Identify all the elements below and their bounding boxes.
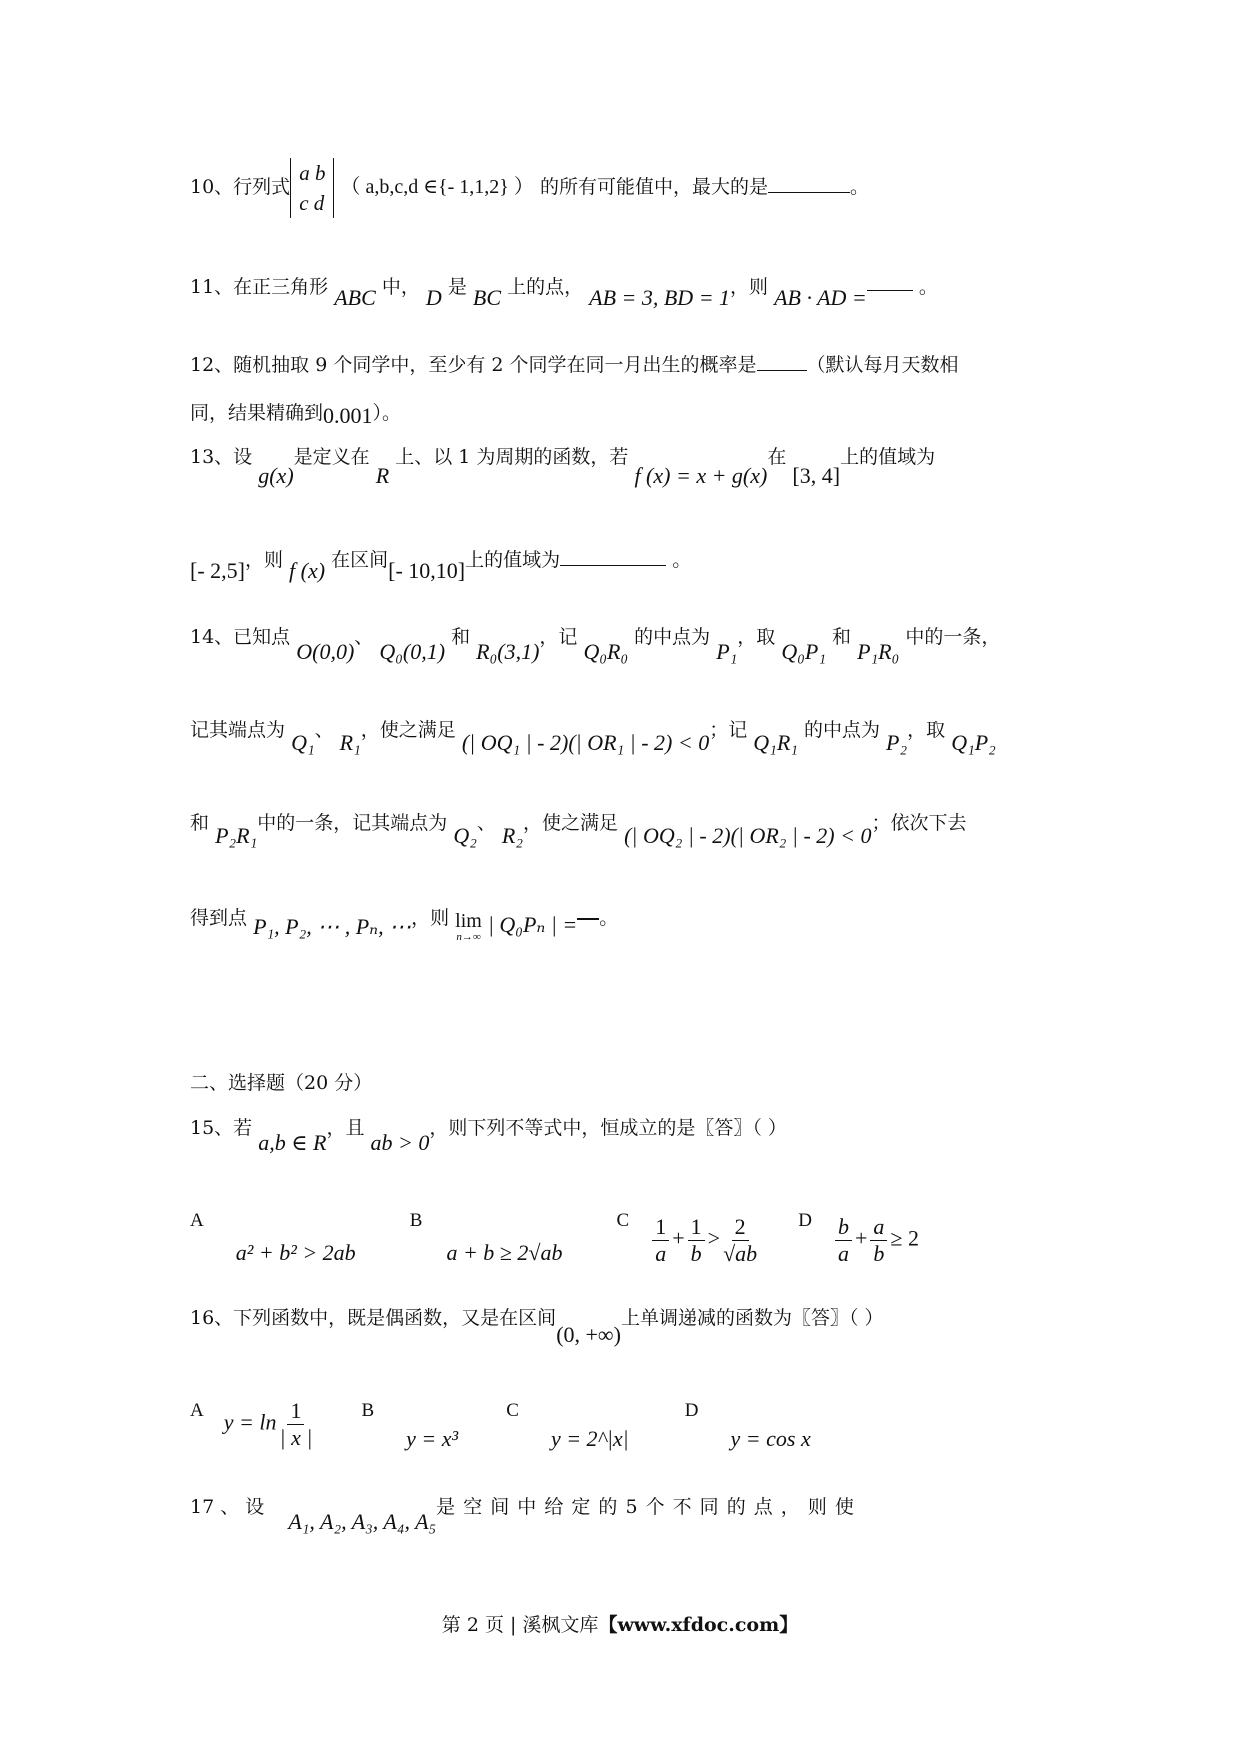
q13-r: R [375, 463, 390, 488]
q13-t3: 在 [767, 446, 787, 468]
q14-point-r0: R₀(3,1) [476, 639, 540, 664]
q14-segment-q1r1: Q₁R₁ [753, 730, 798, 755]
question-13-line-1 [190, 442, 936, 488]
q13-t7: 上的值域为 [465, 549, 561, 571]
q13-range: [- 2,5] [190, 558, 245, 583]
footer-brand-link[interactable]: 【www.xfdoc.com】 [598, 1614, 799, 1636]
q14-p1: P₁ [716, 639, 738, 664]
q14-ineq1: (| OQ₁ | - 2)(| OR₁ | - 2) < 0 [461, 730, 710, 755]
q14-l2c: ；记 [709, 719, 748, 741]
q14-l4a: 得到点 [190, 907, 248, 929]
q14-t4: 中的一条， [905, 626, 1001, 648]
q16-option-d-label[interactable]: D [684, 1400, 699, 1421]
q16-option-d[interactable]: y = cos x [730, 1425, 811, 1451]
q16-option-c-label[interactable]: C [506, 1400, 519, 1421]
q15-prefix: 15、若 [190, 1117, 253, 1139]
question-16 [190, 1303, 884, 1347]
q14-r2: R₂ [501, 823, 524, 848]
q13-t2: 上、以 1 为周期的函数，若 [395, 446, 629, 468]
q15-d-frac2 [870, 1214, 887, 1267]
q15-option-c[interactable]: $\frac{1}{a}$ + $\frac{1}{b}$ > $\frac{2}{√ab}$ [649, 1214, 760, 1267]
q14-sep2: 、 [314, 719, 334, 741]
q14-segment-p2r1: P₂R₁ [215, 823, 258, 848]
q13-f: f (x) = x + g(x) [634, 463, 768, 488]
q16-interval: (0, +∞) [556, 1322, 621, 1347]
q14-limit-expression: | Q₀Pₙ | = [487, 912, 578, 937]
q14-l2b: ，使之满足 [360, 719, 456, 741]
question-12-line-2 [190, 398, 402, 428]
q13-answer-blank[interactable] [560, 565, 666, 566]
q15-d-d2: b [873, 1241, 885, 1266]
q14-r1: R₁ [339, 730, 361, 755]
q14-segment-p1r0: P₁R₀ [857, 639, 900, 664]
q15-t1: ，且 [326, 1117, 365, 1139]
q14-l2a: 记其端点为 [190, 719, 286, 741]
q15-c-n2: 1 [688, 1214, 705, 1241]
q15-option-d-label[interactable]: D [798, 1210, 812, 1231]
q14-segment-q1p2: Q₁P₂ [951, 730, 996, 755]
q15-c-frac2 [688, 1214, 705, 1267]
q15-d-rest: ≥ 2 [890, 1225, 919, 1251]
q13-t4: 上的值域为 [840, 446, 936, 468]
q16-a-num: 1 [287, 1398, 304, 1425]
q15-option-d[interactable]: $\frac{b}{a}$ + $\frac{a}{b}$ ≥ 2 [832, 1214, 919, 1267]
q16-t1: 上单调递减的函数为〖答〗（ ） [620, 1307, 884, 1329]
q13-t6: 在区间 [331, 549, 389, 571]
q15-option-a-label[interactable]: A [190, 1210, 204, 1231]
q15-c-d1: a [655, 1241, 667, 1266]
q14-p2: P₂ [886, 730, 908, 755]
q15-d-n2: a [870, 1214, 887, 1241]
q11-segment-bc: BC [472, 285, 502, 310]
q15-c-d3: √ab [723, 1241, 758, 1266]
footer-page-text: 第 2 页 | 溪枫文库 [441, 1614, 599, 1636]
q11-mid: 中， [381, 276, 420, 298]
q15-d-frac1 [835, 1214, 852, 1267]
q12-text: 12、随机抽取 9 个同学中，至少有 2 个同学在同一月出生的概率是 [190, 354, 757, 376]
q16-option-b-label[interactable]: B [361, 1400, 375, 1421]
q14-l3a: 和 [190, 812, 210, 834]
q15-d-n1: b [835, 1214, 852, 1241]
q16-a-den: | x | [279, 1425, 313, 1450]
q11-is: 是 [447, 276, 467, 298]
q11-expression: AB · AD = [774, 285, 867, 310]
q16-prefix: 16、下列函数中，既是偶函数，又是在区间 [190, 1307, 557, 1329]
q14-lim: lim [455, 910, 482, 932]
question-14-line-1 [190, 622, 1001, 664]
q12-precision: 0.001 [323, 403, 373, 428]
q11-end: 。 [918, 276, 938, 298]
q15-option-a[interactable]: a² + b² > 2ab [235, 1239, 356, 1265]
q14-lim-sub: n→∞ [456, 931, 481, 943]
q14-point-o: O(0,0) [296, 639, 355, 664]
question-14-line-2 [190, 715, 996, 755]
question-14-line-3 [190, 808, 967, 848]
q14-l3d: ；依次下去 [871, 812, 967, 834]
q12-line2-end: ）。 [372, 402, 402, 424]
q14-t1: ，记 [539, 626, 578, 648]
q16-option-c[interactable]: y = 2^|x| [550, 1425, 629, 1451]
q16-a-pre: y = ln [223, 1409, 277, 1435]
q14-t3: ，取 [737, 626, 776, 648]
q14-q1: Q₁ [291, 730, 315, 755]
q15-c-n1: 1 [652, 1214, 669, 1241]
q16-option-a[interactable] [224, 1398, 316, 1451]
q17-points: A₁, A₂, A₃, A₄, A₅ [288, 1509, 437, 1534]
q10-answer-blank[interactable] [768, 192, 850, 193]
q13-end: 。 [672, 549, 692, 571]
q14-limit [455, 911, 482, 943]
q11-point-d: D [425, 285, 442, 310]
q14-l3c: ，使之满足 [523, 812, 619, 834]
q13-prefix: 13、设 [190, 446, 253, 468]
question-17 [190, 1492, 855, 1534]
q15-d-d1: a [837, 1241, 849, 1266]
q16-a-frac [280, 1398, 313, 1451]
q13-interval2: [- 10,10] [388, 558, 466, 583]
q14-ineq2: (| OQ₂ | - 2)(| OR₂ | - 2) < 0 [624, 823, 872, 848]
question-12-line-1 [190, 350, 959, 377]
q14-sep3: 、 [476, 812, 496, 834]
q15-cond1: a,b ∈ R [258, 1130, 327, 1155]
question-16-options [190, 1400, 811, 1453]
q14-l2e: ，取 [907, 719, 946, 741]
q14-point-q0: Q₀(0,1) [379, 639, 446, 664]
q14-and2: 和 [832, 626, 852, 648]
q10-condition: （ a,b,c,d ∈{- 1,1,2} ） [340, 176, 534, 198]
q10-end: 。 [849, 176, 869, 198]
q10-number: 10、行列式 [190, 176, 291, 198]
question-15-options [190, 1210, 919, 1266]
q15-c-frac3 [723, 1214, 757, 1267]
q10-text: 的所有可能值中，最大的是 [539, 176, 768, 198]
q16-option-b[interactable]: y = x³ [406, 1425, 459, 1451]
q11-on: 上的点， [507, 276, 584, 298]
q14-end: 。 [599, 907, 619, 929]
q16-option-a-label[interactable]: A [190, 1400, 204, 1421]
q14-prefix: 14、已知点 [190, 626, 291, 648]
question-11 [190, 272, 938, 310]
q13-f2: f (x) [289, 558, 326, 583]
q15-option-c-label[interactable]: C [616, 1210, 630, 1231]
q14-segment-q0r0: Q₀R₀ [583, 639, 629, 664]
page-footer [0, 1610, 1240, 1637]
q10-det-row1: a b [299, 161, 326, 185]
q14-l3b: 中的一条，记其端点为 [257, 812, 448, 834]
q13-interval: [3, 4] [792, 463, 841, 488]
q14-t2: 的中点为 [634, 626, 711, 648]
q13-t5: ，则 [244, 549, 283, 571]
q12-text-end: （默认每月天数相 [806, 354, 959, 376]
q14-segment-q0p1: Q₀P₁ [781, 639, 826, 664]
q12-line2: 同，结果精确到 [190, 402, 324, 424]
q14-sep1: 、 [354, 626, 374, 648]
q11-then: ，则 [730, 276, 769, 298]
q17-text: 是 空 间 中 给 定 的 5 个 不 同 的 点 ， 则 使 [436, 1496, 855, 1518]
q14-answer-blank[interactable] [577, 918, 599, 920]
q10-determinant [290, 158, 334, 218]
q17-prefix: 17 、 设 [190, 1496, 265, 1518]
q14-l2d: 的中点为 [803, 719, 880, 741]
question-15 [190, 1113, 787, 1155]
q15-c-d2: b [690, 1241, 702, 1266]
q14-and1: 和 [451, 626, 471, 648]
q15-cond2: ab > 0 [370, 1130, 430, 1155]
q15-option-b[interactable]: a + b ≥ 2√ab [446, 1239, 563, 1265]
q14-points: P₁, P₂, ⋯ , Pₙ, ⋯ [253, 914, 412, 939]
q14-q2: Q₂ [453, 823, 477, 848]
q15-c-n3: 2 [732, 1214, 749, 1241]
q15-t2: ，则下列不等式中，恒成立的是〖答〗（ ） [429, 1117, 787, 1139]
q13-g: g(x) [258, 463, 294, 488]
q11-triangle: ABC [334, 285, 376, 310]
q11-condition: AB = 3, BD = 1 [589, 285, 731, 310]
q13-t1: 是定义在 [293, 446, 370, 468]
q15-option-b-label[interactable]: B [409, 1210, 423, 1231]
question-14-line-4 [190, 903, 619, 943]
q10-det-row2: c d [299, 191, 325, 215]
question-13-line-2 [190, 545, 692, 583]
q11-prefix: 11、在正三角形 [190, 276, 329, 298]
q11-answer-blank[interactable] [867, 290, 913, 291]
q15-c-frac1 [652, 1214, 669, 1267]
q12-answer-blank[interactable] [757, 370, 807, 371]
section-2-title: 二、选择题（20 分） [190, 1072, 373, 1094]
question-10 [190, 158, 869, 218]
q14-l4b: ，则 [411, 907, 450, 929]
